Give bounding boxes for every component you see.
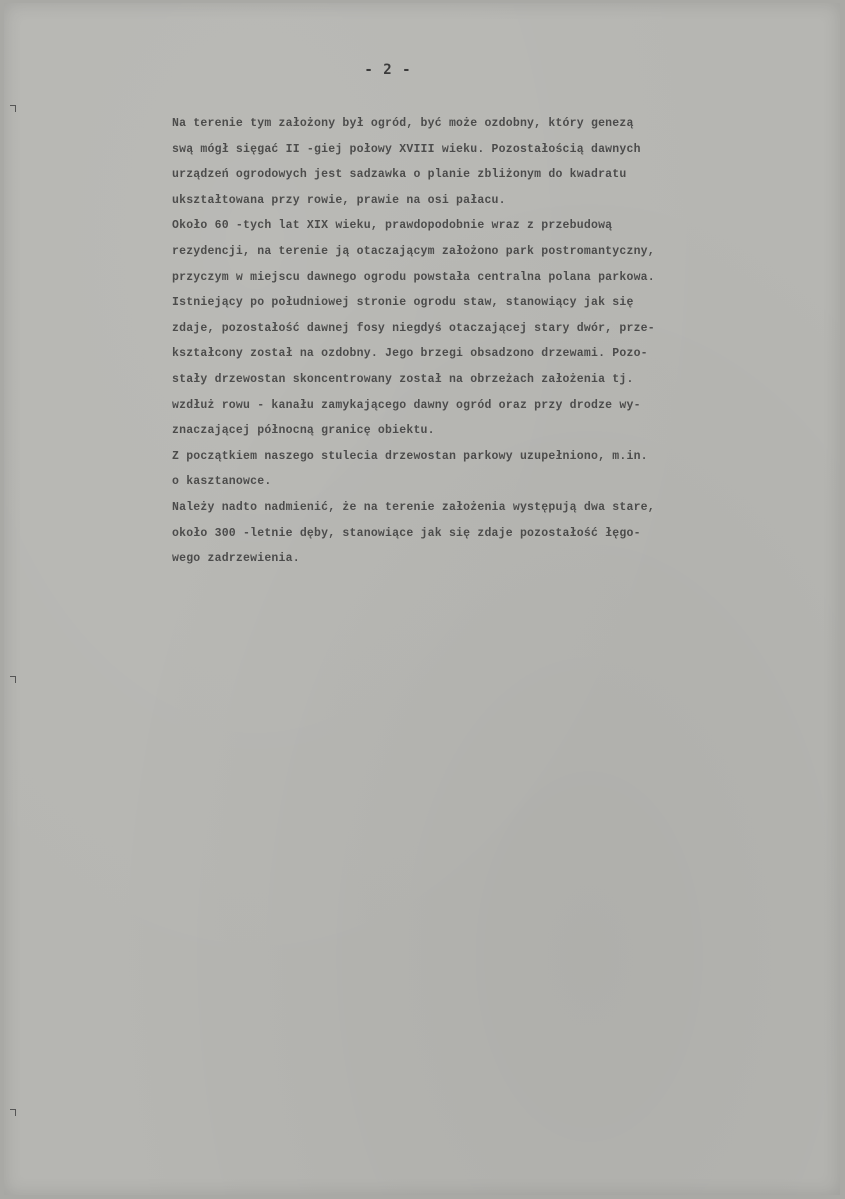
text-line: stały drzewostan skoncentrowany został na obrzeżach założenia tj. (172, 372, 634, 386)
body-text (172, 111, 812, 572)
text-line: urządzeń ogrodowych jest sadzawka o planie zbliżonym do kwadratu (172, 168, 627, 182)
text-line: przyczym w miejscu dawnego ogrodu powstała centralna polana parkowa. (172, 270, 655, 284)
text-line: około 300 -letnie dęby, stanowiące jak się zdaje pozostałość łęgo- (172, 526, 641, 540)
text-line: Około 60 -tych lat XIX wieku, prawdopodobnie wraz z przebudową (172, 219, 613, 233)
text-line: swą mógł sięgać II -giej połowy XVIII wieku. Pozostałością dawnych (172, 142, 641, 156)
text-line: znaczającej północną granicę obiektu. (172, 424, 435, 438)
margin-punch-mark (10, 1109, 16, 1117)
text-line: Z początkiem naszego stulecia drzewostan parkowy uzupełniono, m.in. (172, 449, 648, 463)
text-line: Istniejący po południowej stronie ogrodu staw, stanowiący jak się (172, 296, 634, 310)
text-line: Na terenie tym założony był ogród, być może ozdobny, który genezą (172, 117, 634, 130)
text-line: o kasztanowce. (172, 475, 272, 489)
page-number: - 2 - (364, 62, 412, 78)
text-line: Należy nadto nadmienić, że na terenie założenia występują dwa stare, (172, 500, 655, 514)
text-line: kształcony został na ozdobny. Jego brzegi obsadzono drzewami. Pozo- (172, 347, 648, 361)
text-line: ukształtowana przy rowie, prawie na osi pałacu. (172, 193, 506, 207)
text-line: zdaje, pozostałość dawnej fosy niegdyś otaczającej stary dwór, prze- (172, 321, 655, 335)
text-line: rezydencji, na terenie ją otaczającym założono park postromantyczny, (172, 244, 655, 258)
text-line: wego zadrzewienia. (172, 552, 300, 566)
document-page (4, 3, 840, 1195)
text-line: wzdłuż rowu - kanału zamykającego dawny ogród oraz przy drodze wy- (172, 398, 641, 412)
margin-punch-mark (10, 105, 16, 113)
margin-punch-mark (10, 676, 16, 684)
